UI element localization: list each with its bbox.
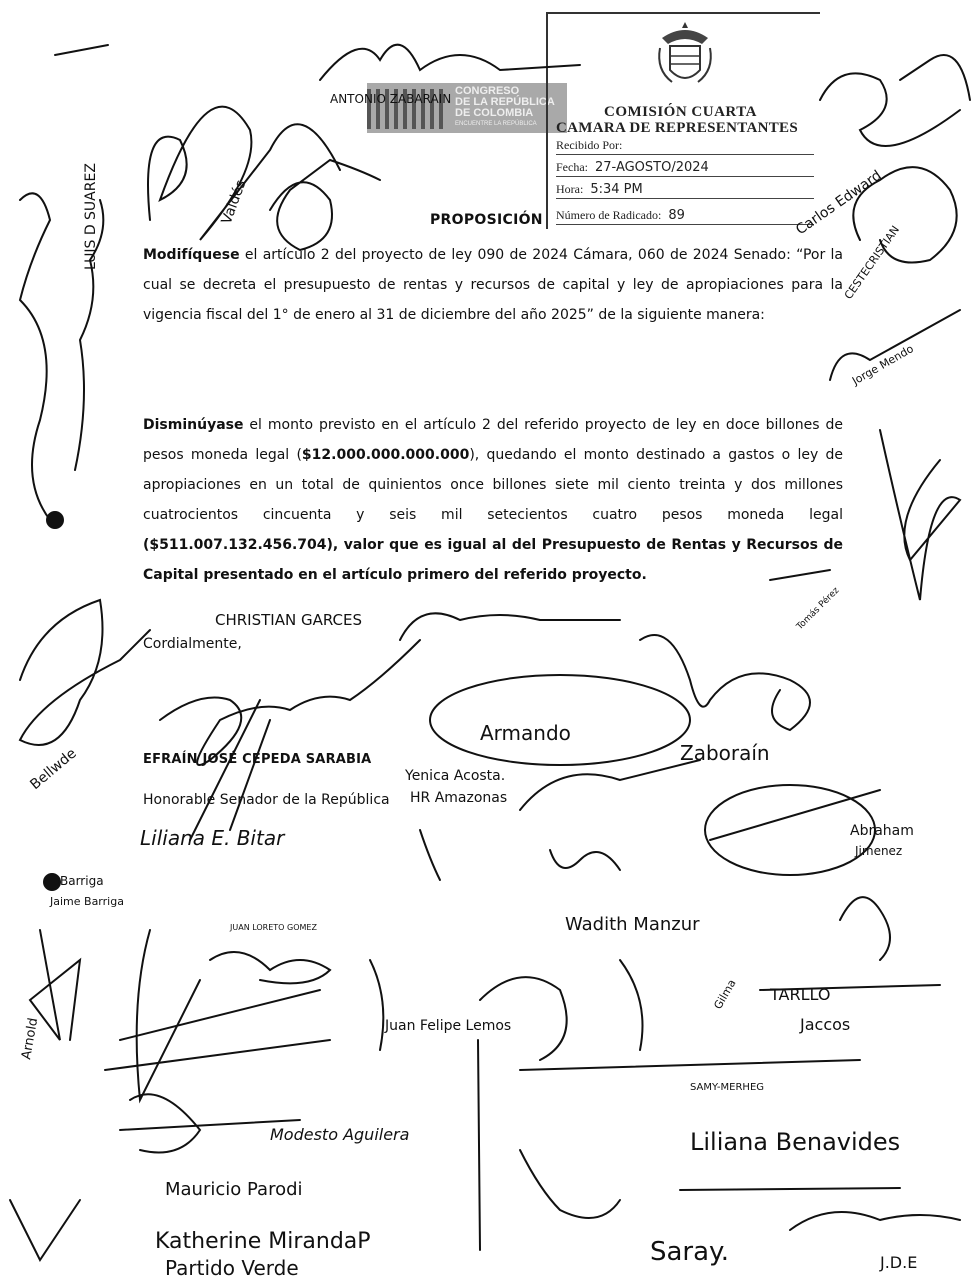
svg-text:LUIS D SUAREZ: LUIS D SUAREZ (83, 163, 99, 270)
logo-line2: DE LA REPÚBLICA (455, 96, 555, 108)
svg-text:Partido Verde: Partido Verde (165, 1256, 299, 1280)
paragraph1-text: el artículo 2 del proyecto de ley 090 de 2024 Cámara, 060 de 2024 Senado: “Por la cual se decreta el presupuesto de rentas y recursos de capital y ley de apropiaciones para la vigencia fiscal del 1° de enero al 31 de diciembre del año 2025” de la siguiente manera: (143, 247, 843, 323)
svg-text:Katherine MirandaP: Katherine MirandaP (155, 1229, 371, 1254)
signer-role: Honorable Senador de la República (143, 792, 390, 808)
svg-text:Modesto Aguilera: Modesto Aguilera (270, 1125, 410, 1144)
svg-text:J.D.E: J.D.E (880, 1253, 918, 1272)
stamp-date: Fecha: 27-AGOSTO/2024 (556, 160, 814, 177)
svg-text:Jimenez: Jimenez (855, 844, 903, 858)
svg-text:HR Amazonas: HR Amazonas (410, 790, 508, 806)
svg-text:Valdés: Valdés (218, 177, 250, 227)
total-amount-statement: ($511.007.132.456.704), valor que es igual al del Presupuesto de Rentas y Recursos de Capital presentado en el artículo primero del referido proyecto. (143, 537, 843, 583)
reception-stamp (546, 12, 820, 229)
svg-text:Bellwde: Bellwde (27, 745, 80, 794)
stamp-filing-number: Número de Radicado: 89 (556, 208, 814, 225)
svg-text:Carlos Edward: Carlos Edward (793, 167, 885, 239)
svg-text:Gilma: Gilma (711, 977, 739, 1012)
paragraph-reduce (143, 410, 843, 590)
svg-text:Armando: Armando (480, 721, 571, 745)
closing: Cordialmente, (143, 636, 242, 652)
svg-text:Abraham: Abraham (850, 823, 914, 839)
svg-text:JUAN LORETO GOMEZ: JUAN LORETO GOMEZ (230, 923, 317, 932)
paragraph2-lead: Disminúyase (143, 417, 244, 433)
document-title: PROPOSICIÓN (430, 212, 543, 228)
logo-tagline: ENCUENTRE LA REPÚBLICA (455, 121, 537, 127)
svg-text:Wadith Manzur: Wadith Manzur (565, 914, 700, 935)
svg-text:Barriga: Barriga (60, 874, 104, 888)
signer-name: EFRAÍN JOSÉ CEPEDA SARABIA (143, 752, 372, 767)
stamp-chamber: CAMARA DE REPRESENTANTES (556, 120, 798, 136)
svg-text:Mauricio Parodi: Mauricio Parodi (165, 1179, 303, 1200)
svg-text:Jorge Mendo: Jorge Mendo (850, 342, 916, 388)
svg-text:Yenica Acosta.: Yenica Acosta. (405, 768, 506, 784)
svg-text:Tomás Pérez: Tomás Pérez (795, 585, 842, 633)
paragraph2-text-a: el monto previsto en el artículo 2 del referido proyecto de ley en doce billones de pesos moneda legal ( (143, 417, 843, 463)
stamp-time: Hora: 5:34 PM (556, 182, 814, 199)
svg-text:Arnold: Arnold (19, 1016, 42, 1061)
logo-line3: DE COLOMBIA (455, 107, 534, 119)
stamp-received-by: Recibido Por: (556, 138, 814, 155)
svg-text:ANTONIO ZABARAIN: ANTONIO ZABARAIN (330, 92, 452, 106)
svg-text:TARLLO: TARLLO (770, 985, 831, 1004)
svg-text:Jaime Barriga: Jaime Barriga (50, 895, 124, 908)
congreso-logo (367, 83, 567, 133)
capitol-icon (367, 89, 447, 129)
svg-text:Zaboraín: Zaboraín (680, 741, 770, 765)
svg-text:Juan Felipe Lemos: Juan Felipe Lemos (385, 1018, 512, 1034)
paragraph1-lead: Modifíquese (143, 247, 240, 263)
svg-text:CESTECRISTIAN: CESTECRISTIAN (841, 223, 903, 302)
svg-text:Liliana E. Bitar: Liliana E. Bitar (140, 826, 285, 850)
paragraph-modify (143, 240, 843, 330)
svg-text:CHRISTIAN GARCES: CHRISTIAN GARCES (215, 611, 362, 629)
logo-line1: CONGRESO (455, 85, 520, 97)
stamp-commission: COMISIÓN CUARTA (604, 104, 757, 120)
svg-text:Jaccos: Jaccos (800, 1015, 851, 1034)
svg-text:SAMY-MERHEG: SAMY-MERHEG (690, 1082, 765, 1093)
svg-text:Saray.: Saray. (650, 1237, 730, 1267)
reduction-amount: $12.000.000.000.000 (301, 447, 470, 463)
paragraph2-text-b: ), quedando el monto destinado a gastos o ley de apropiaciones en un total de quinientos once billones siete mil ciento treinta y dos millones cuatrocientos cincuenta y seis mil setecientos cuatro pesos moneda legal (143, 447, 843, 523)
coat-of-arms-icon (652, 20, 718, 96)
svg-text:Liliana Benavides: Liliana Benavides (690, 1128, 901, 1156)
